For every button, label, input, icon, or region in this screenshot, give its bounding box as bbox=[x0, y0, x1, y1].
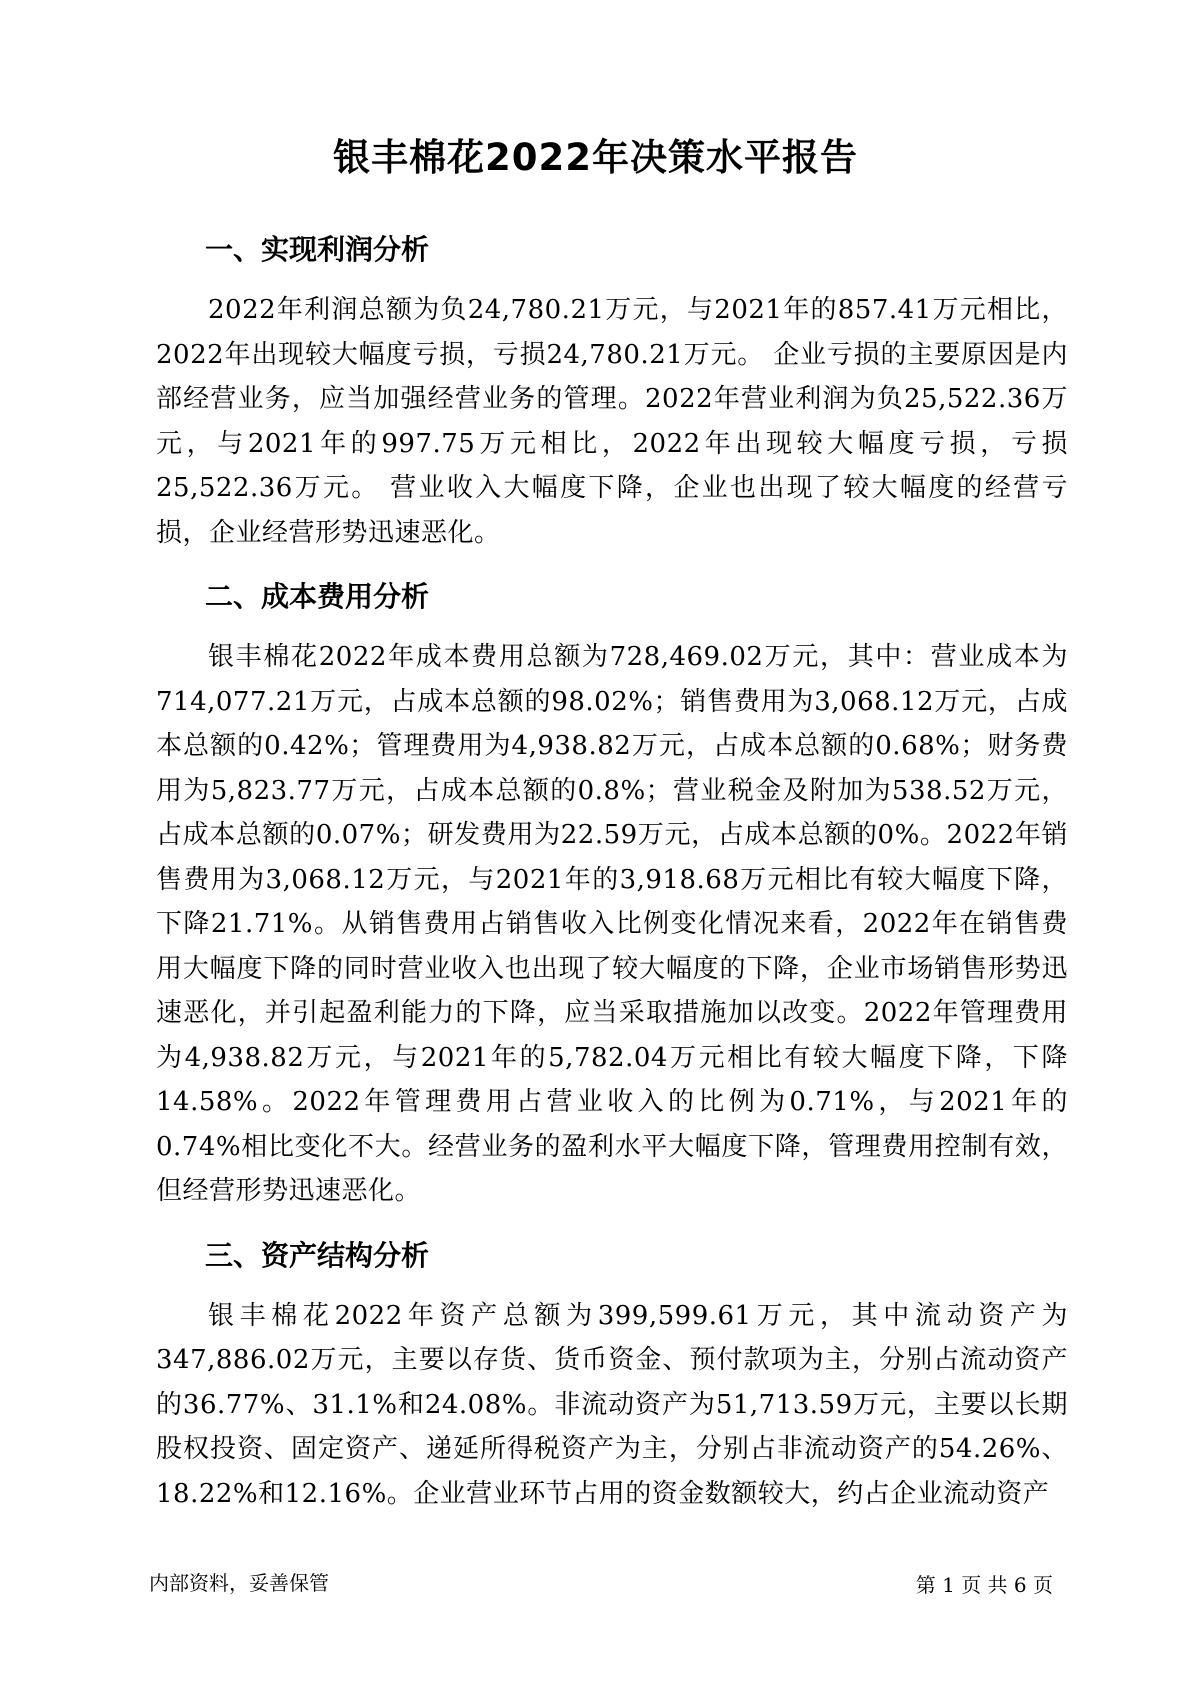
section-heading-assets: 三、资产结构分析 bbox=[205, 1238, 430, 1272]
section-heading-profit: 一、实现利润分析 bbox=[205, 233, 430, 266]
document-body bbox=[156, 220, 1068, 1528]
section-paragraph-profit: 2022年利润总额为负24,780.21万元，与2021年的857.41万元相比，2022年出现较大幅度亏损，亏损24,780.21万元。 企业亏损的主要原因是内部经营业务，应当加强经营业务的管理。2022年营业利润为负25,522.36万元，与2021年的997.75万元相比，2022年出现较大幅度亏损，亏损25,522.36万元。 营业收入大幅度下降，企业也出现了较大幅度的经营亏损，企业经营形势迅速恶化。 bbox=[156, 295, 1068, 548]
footer-confidential-note: 内部资料，妥善保管 bbox=[149, 1571, 329, 1595]
page-title: 银丰棉花2022年决策水平报告 bbox=[333, 136, 858, 179]
section-paragraph-cost: 银丰棉花2022年成本费用总额为728,469.02万元，其中：营业成本为714,077.21万元，占成本总额的98.02%；销售费用为3,068.12万元，占成本总额的0.42%；管理费用为4,938.82万元，占成本总额的0.68%；财务费用为5,823.77万元，占成本总额的0.8%；营业税金及附加为538.52万元，占成本总额的0.07%；研发费用为22.59万元，占成本总额的0%。2022年销售费用为3,068.12万元，与2021年的3,918.68万元相比有较大幅度下降，下降21.71%。从销售费用占销售收入比例变化情况来看，2022年在销售费用大幅度下降的同时营业收入也出现了较大幅度的下降，企业市场销售形势迅速恶化，并引起盈利能力的下降，应当采取措施加以改变。2022年管理费用为4,938.82万元，与2021年的5,782.04万元相比有较大幅度下降，下降14.58%。2022年管理费用占营业收入的比例为0.71%，与2021年的0.74%相比变化不大。经营业务的盈利水平大幅度下降，管理费用控制有效，但经营形势迅速恶化。 bbox=[156, 642, 1068, 1206]
section-paragraph-assets: 银丰棉花2022年资产总额为399,599.61万元，其中流动资产为347,886.02万元，主要以存货、货币资金、预付款项为主，分别占流动资产的36.77%、31.1%和24.08%。非流动资产为51,713.59万元，主要以长期股权投资、固定资产、递延所得税资产为主，分别占非流动资产的54.26%、18.22%和12.16%。企业营业环节占用的资金数额较大，约占企业流动资产 bbox=[156, 1300, 1068, 1509]
footer-page-number: 第 1 页 共 6 页 bbox=[915, 1573, 1053, 1597]
section-heading-cost: 二、成本费用分析 bbox=[205, 580, 430, 613]
